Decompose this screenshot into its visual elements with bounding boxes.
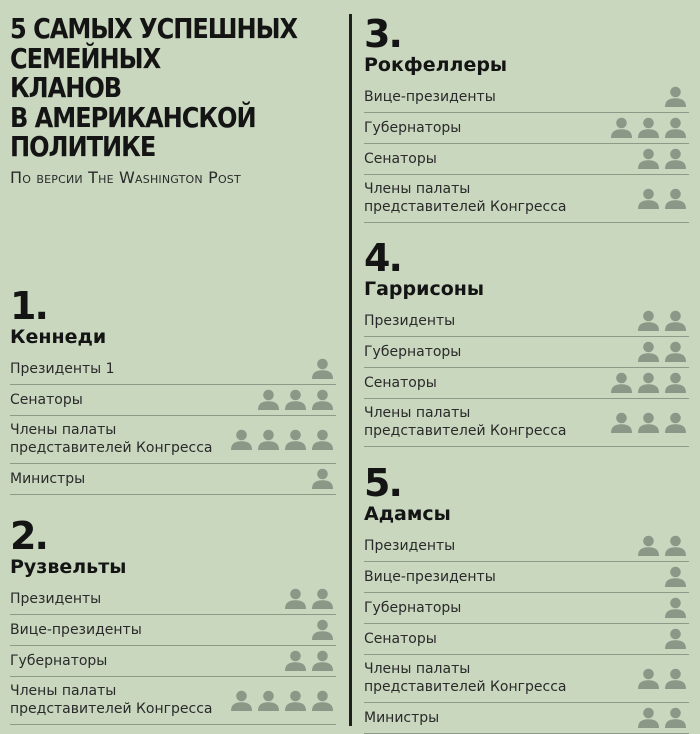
family-section (364, 236, 689, 447)
person-icon (637, 707, 660, 728)
person-icons (637, 188, 687, 209)
position-label: Вице-президенты (364, 568, 496, 585)
family-number: 2. (10, 514, 47, 558)
person-icon (311, 429, 334, 450)
person-icons (257, 389, 334, 410)
family-section (364, 461, 689, 734)
person-icons (637, 668, 687, 689)
person-icon (284, 429, 307, 450)
family-section (10, 514, 336, 725)
person-icon (311, 690, 334, 711)
position-row (364, 562, 689, 593)
title-line: СЕМЕЙНЫХ (10, 41, 161, 75)
person-icon (610, 412, 633, 433)
person-icons (284, 588, 334, 609)
person-icon (230, 429, 253, 450)
person-icon (257, 690, 280, 711)
person-icon (664, 372, 687, 393)
position-label: Члены палаты представителей Конгресса (364, 181, 567, 215)
position-row (10, 385, 336, 416)
person-icon (284, 650, 307, 671)
person-icons (637, 535, 687, 556)
person-icons (637, 707, 687, 728)
family-name: Гаррисоны (364, 278, 485, 300)
person-icon (664, 566, 687, 587)
family-name: Рокфеллеры (364, 54, 508, 76)
person-icon (311, 468, 334, 489)
left-column (10, 0, 336, 717)
person-icons (230, 429, 334, 450)
family-name: Адамсы (364, 503, 451, 525)
position-row (364, 306, 689, 337)
person-icon (257, 389, 280, 410)
position-row (364, 368, 689, 399)
position-row (364, 337, 689, 368)
position-row (10, 646, 336, 677)
family-section (10, 284, 336, 495)
position-label: Президенты (10, 590, 102, 607)
person-icons (610, 372, 687, 393)
person-icon (610, 372, 633, 393)
position-label: Губернаторы (364, 343, 462, 360)
person-icon (664, 535, 687, 556)
person-icons (230, 690, 334, 711)
person-icon (257, 429, 280, 450)
position-row (364, 531, 689, 562)
person-icon (637, 535, 660, 556)
position-row (364, 144, 689, 175)
family-section (364, 12, 689, 223)
position-label: Губернаторы (10, 652, 108, 669)
family-number: 5. (364, 461, 401, 505)
subtitle: По версии The Washington Post (10, 167, 241, 187)
position-row (364, 703, 689, 734)
position-row (10, 416, 336, 464)
person-icon (664, 117, 687, 138)
title-line: 5 САМЫХ УСПЕШНЫХ (10, 12, 298, 45)
person-icon (637, 412, 660, 433)
family-number: 4. (364, 236, 401, 280)
position-row (364, 82, 689, 113)
person-icon (311, 389, 334, 410)
person-icon (664, 707, 687, 728)
person-icon (311, 619, 334, 640)
position-label: Губернаторы (364, 599, 462, 616)
position-row (10, 584, 336, 615)
person-icon (311, 358, 334, 379)
person-icon (664, 668, 687, 689)
position-label: Члены палаты представителей Конгресса (10, 683, 213, 717)
person-icon (311, 588, 334, 609)
position-label: Сенаторы (364, 630, 437, 647)
family-name: Кеннеди (10, 326, 107, 348)
person-icon (637, 188, 660, 209)
position-label: Министры (364, 709, 440, 726)
family-number: 1. (10, 284, 47, 328)
position-label: Губернаторы (364, 119, 462, 136)
position-label: Сенаторы (10, 391, 83, 408)
position-label: Члены палаты представителей Конгресса (10, 422, 213, 456)
person-icon (284, 588, 307, 609)
position-label: Сенаторы (364, 150, 437, 167)
title-line: КЛАНОВ (10, 71, 122, 104)
column-divider (349, 14, 352, 726)
person-icons (637, 341, 687, 362)
position-row (10, 677, 336, 725)
person-icon (664, 86, 687, 107)
position-label: Вице-президенты (10, 621, 142, 638)
person-icons (664, 628, 687, 649)
person-icons (637, 310, 687, 331)
position-label: Президенты 1 (10, 360, 115, 377)
position-label: Члены палаты представителей Конгресса (364, 405, 567, 439)
position-label: Члены палаты представителей Конгресса (364, 661, 567, 695)
position-label: Сенаторы (364, 374, 437, 391)
position-label: Вице-президенты (364, 88, 496, 105)
position-row (364, 175, 689, 223)
family-name: Рузвельты (10, 556, 127, 578)
person-icon (637, 341, 660, 362)
person-icon (284, 389, 307, 410)
person-icon (664, 412, 687, 433)
position-row (10, 615, 336, 646)
position-row (364, 593, 689, 624)
position-label: Президенты (364, 312, 456, 329)
person-icons (610, 412, 687, 433)
person-icons (284, 650, 334, 671)
title-line: В АМЕРИКАНСКОЙ (10, 100, 256, 134)
person-icons (311, 468, 334, 489)
person-icon (637, 668, 660, 689)
person-icons (664, 86, 687, 107)
person-icons (610, 117, 687, 138)
person-icons (311, 619, 334, 640)
page-title (10, 14, 311, 162)
position-row (10, 354, 336, 385)
person-icon (664, 341, 687, 362)
person-icon (664, 628, 687, 649)
title-line: ПОЛИТИКЕ (10, 130, 156, 163)
person-icon (664, 148, 687, 169)
position-row (364, 399, 689, 447)
person-icon (311, 650, 334, 671)
position-row (364, 624, 689, 655)
person-icons (664, 566, 687, 587)
family-number: 3. (364, 12, 401, 56)
person-icon (230, 690, 253, 711)
position-label: Министры (10, 470, 86, 487)
person-icon (637, 148, 660, 169)
person-icons (664, 597, 687, 618)
person-icons (637, 148, 687, 169)
person-icon (610, 117, 633, 138)
position-row (364, 113, 689, 144)
position-label: Президенты (364, 537, 456, 554)
position-row (364, 655, 689, 703)
person-icon (284, 690, 307, 711)
position-row (10, 464, 336, 495)
person-icon (637, 310, 660, 331)
person-icon (664, 597, 687, 618)
person-icon (664, 188, 687, 209)
person-icon (664, 310, 687, 331)
person-icon (637, 372, 660, 393)
person-icons (311, 358, 334, 379)
person-icon (637, 117, 660, 138)
